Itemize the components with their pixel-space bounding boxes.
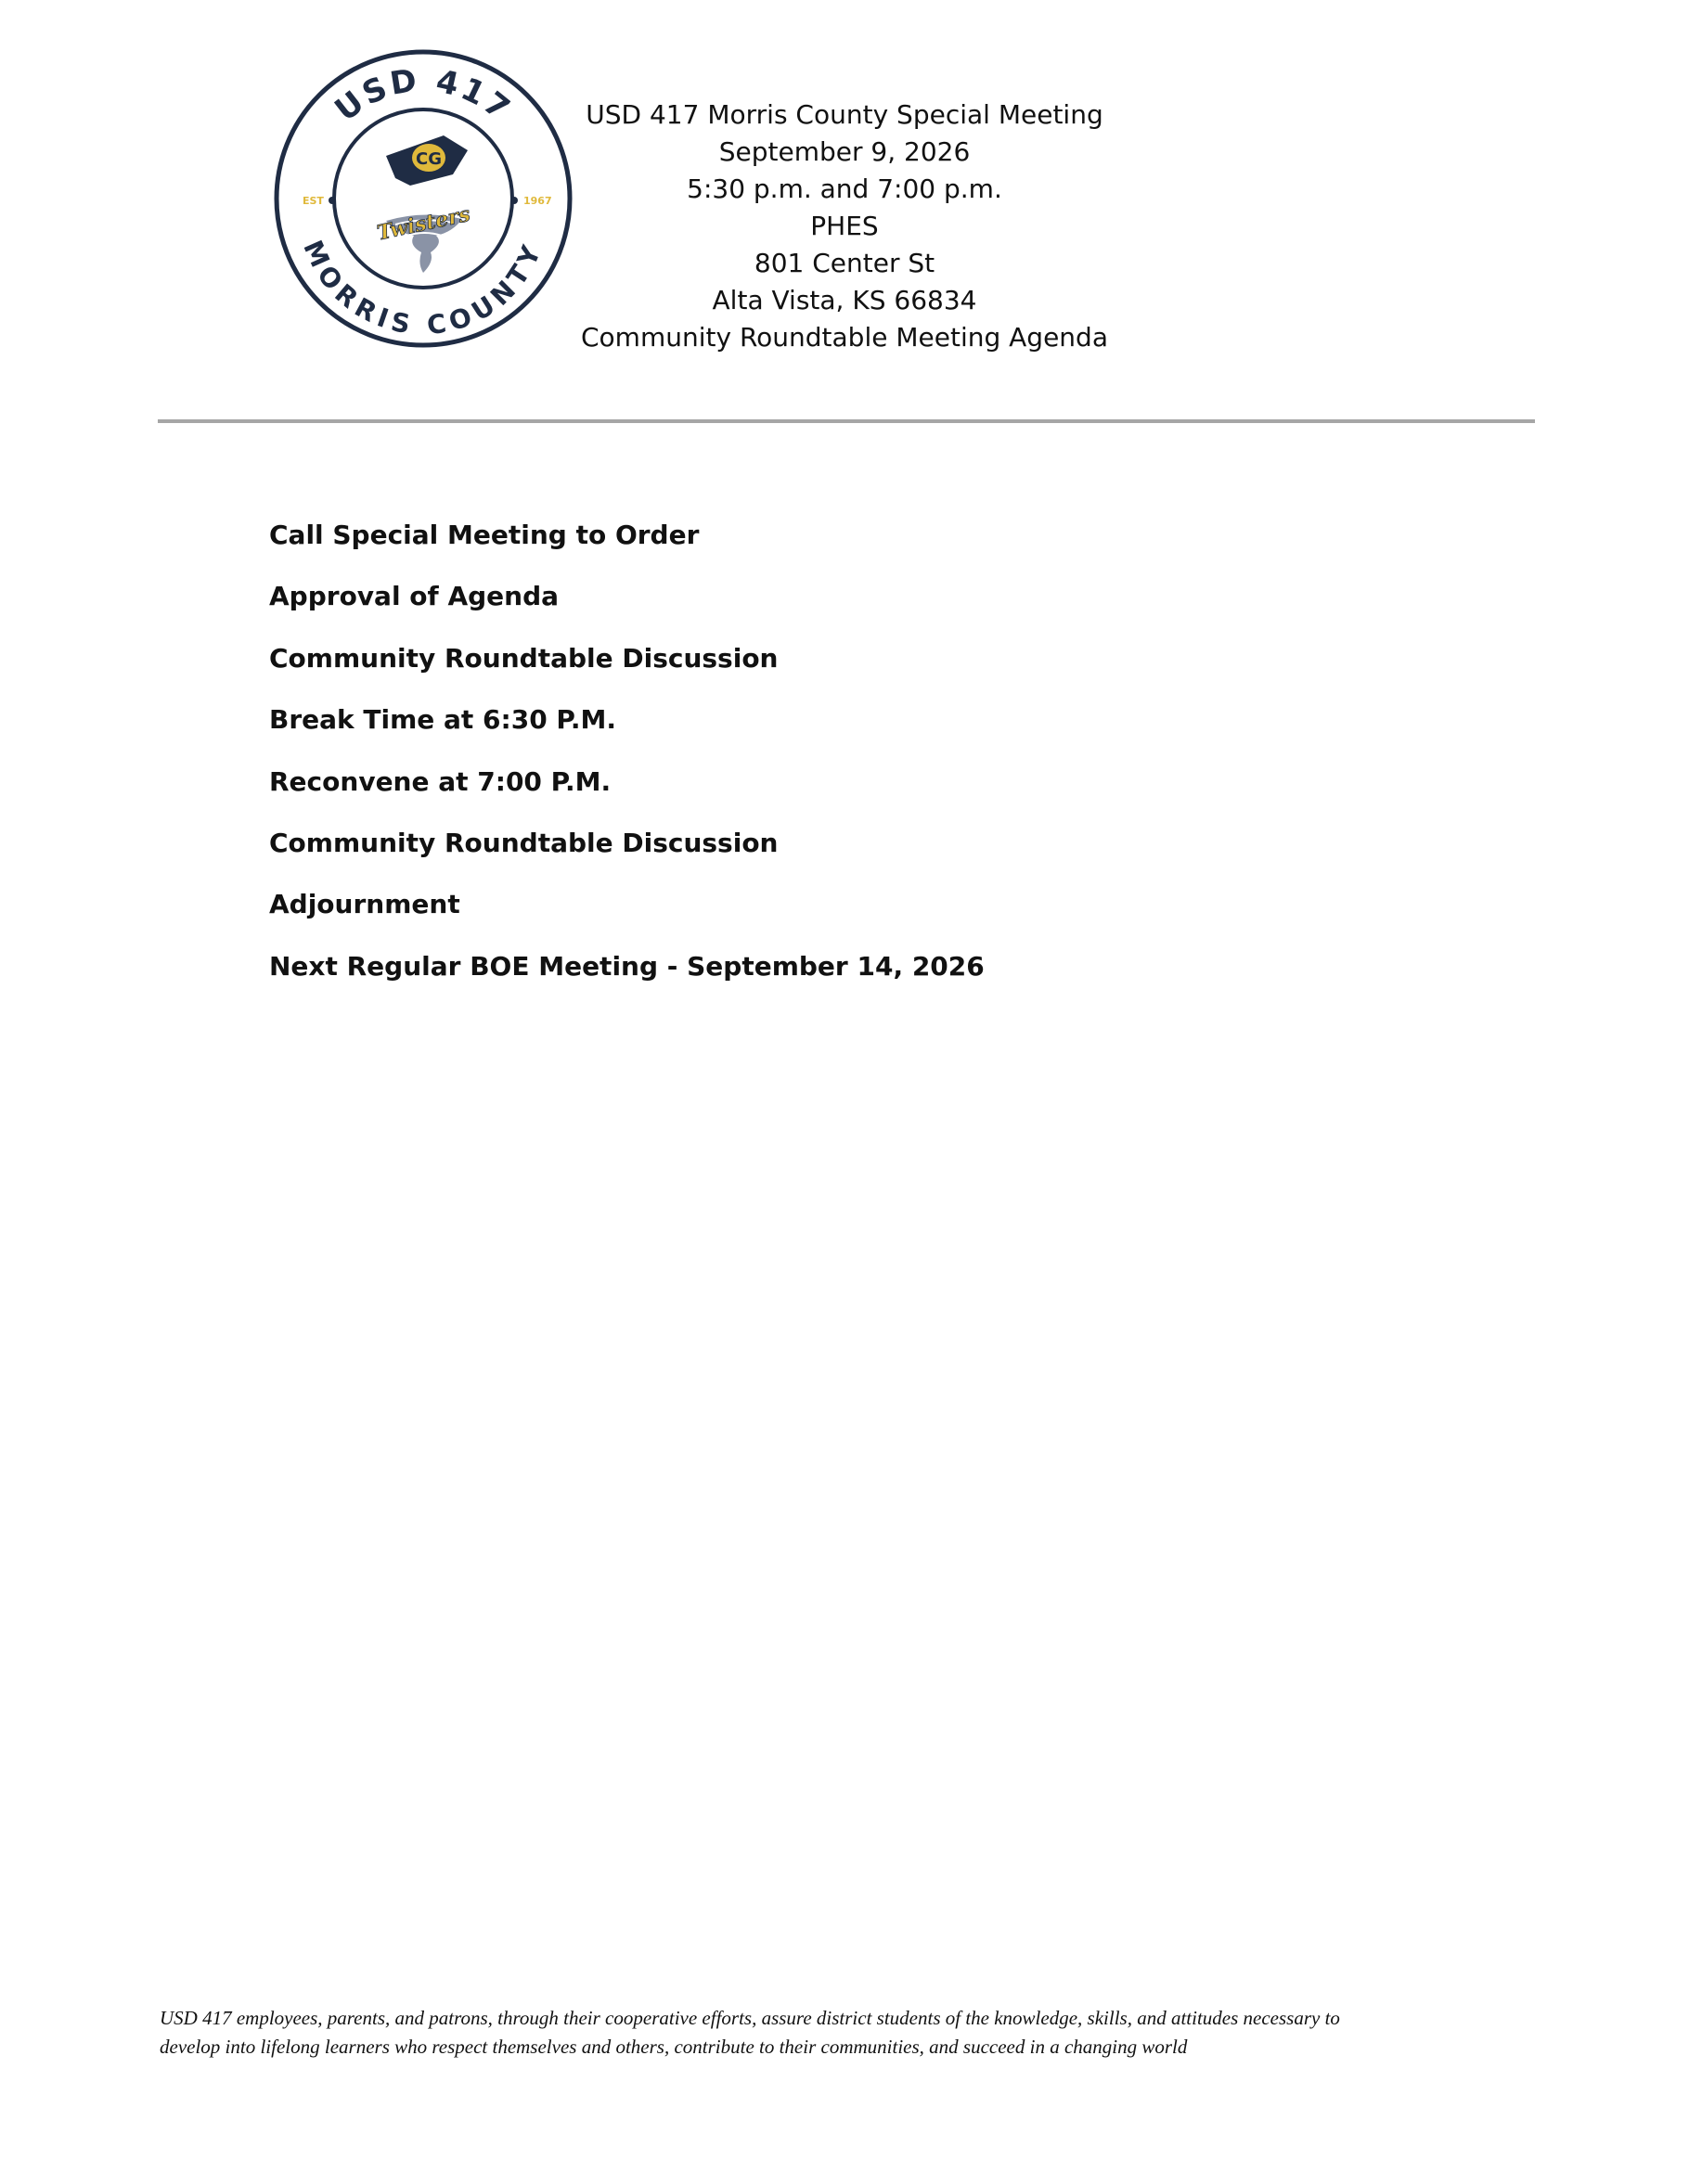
- logo-bottom-text: MORRIS COUNTY: [297, 236, 549, 341]
- logo-est-label: EST: [303, 195, 324, 207]
- logo-mascot-text: Twisters: [375, 201, 473, 246]
- mission-statement-line-1: USD 417 employees, parents, and patrons, through their cooperative efforts, assure district students of the knowledge, skills, and attitudes necessary to: [160, 2007, 1340, 2029]
- header-divider: [158, 419, 1535, 423]
- agenda-title: Community Roundtable Meeting Agenda: [581, 322, 1108, 353]
- mission-statement-line-2: develop into lifelong learners who respect themselves and others, contribute to their communities, and succeed in a changing world: [160, 2036, 1188, 2058]
- meeting-header: [557, 96, 1132, 356]
- district-logo: [271, 46, 575, 351]
- mission-statement-footer: [160, 2004, 1533, 2062]
- agenda-item-reconvene: Reconvene at 7:00 P.M.: [269, 765, 612, 797]
- logo-est-year: 1967: [523, 195, 552, 207]
- meeting-street-address: 801 Center St: [754, 248, 935, 278]
- agenda-item-break-time: Break Time at 6:30 P.M.: [269, 704, 616, 736]
- agenda-item-next-meeting: Next Regular BOE Meeting - September 14, 2026: [269, 950, 985, 982]
- meeting-date: September 9, 2026: [718, 136, 971, 167]
- meeting-title: USD 417 Morris County Special Meeting: [586, 99, 1103, 130]
- meeting-location-name: PHES: [810, 211, 879, 241]
- svg-text:CG: CG: [416, 149, 442, 169]
- agenda-list: [269, 517, 985, 1009]
- meeting-times: 5:30 p.m. and 7:00 p.m.: [687, 173, 1002, 204]
- agenda-item-roundtable-discussion-2: Community Roundtable Discussion: [269, 827, 779, 858]
- agenda-item-call-to-order: Call Special Meeting to Order: [269, 520, 700, 550]
- agenda-item-adjournment: Adjournment: [269, 889, 460, 920]
- agenda-item-approval-of-agenda: Approval of Agenda: [269, 581, 560, 612]
- logo-top-text: USD 417: [328, 61, 519, 130]
- agenda-item-roundtable-discussion-1: Community Roundtable Discussion: [269, 642, 779, 674]
- meeting-city-state-zip: Alta Vista, KS 66834: [712, 285, 977, 315]
